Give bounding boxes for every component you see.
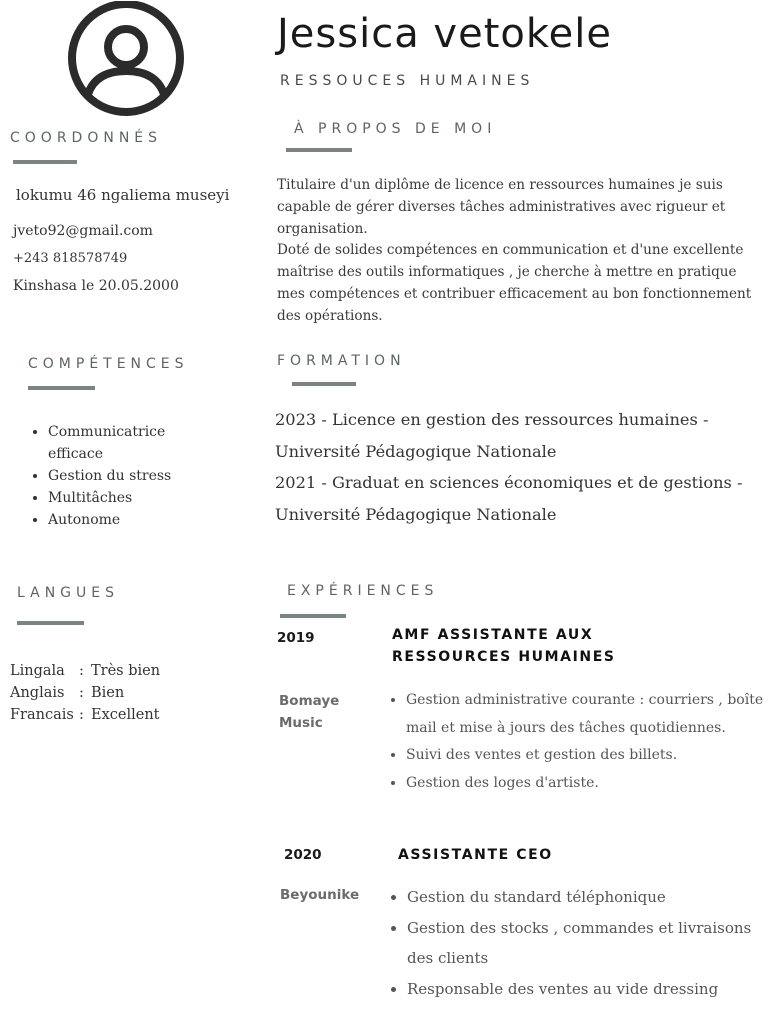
avatar bbox=[66, 1, 186, 117]
list-item: • Gestion des loges d'artiste. bbox=[406, 770, 766, 798]
list-item: • Gestion des stocks , commandes et livraisons des clients bbox=[407, 913, 768, 974]
list-item: • Communicatrice efficace bbox=[48, 421, 198, 465]
job-year: 2020 bbox=[284, 847, 322, 863]
experiences-divider bbox=[280, 614, 346, 618]
language-level: Très bien bbox=[91, 663, 161, 679]
language-name: Anglais bbox=[10, 685, 65, 701]
job-year: 2019 bbox=[277, 630, 315, 646]
langues-heading: LANGUES bbox=[17, 585, 119, 601]
list-item: • Gestion administrative courante : courriers , boîte mail et mise à jours des tâches quotidiennes. bbox=[406, 687, 766, 742]
list-item bbox=[10, 704, 160, 726]
formation-item: 2023 - Licence en gestion des ressources humaines - Université Pédagogique Nationale bbox=[275, 410, 709, 461]
list-item: • Gestion du standard téléphonique bbox=[407, 882, 768, 913]
about-text bbox=[277, 175, 765, 328]
language-name: Francais bbox=[10, 707, 74, 723]
list-item: • Gestion du stress bbox=[48, 465, 198, 487]
formation-list bbox=[275, 404, 759, 530]
formation-item: 2021 - Graduat en sciences économiques et de gestions - Université Pédagogique Nationale bbox=[275, 473, 743, 524]
job-title: AMF ASSISTANTE AUX RESSOURCES HUMAINES bbox=[392, 627, 616, 665]
formation-divider bbox=[292, 382, 356, 386]
contact-address: lokumu 46 ngaliema museyi bbox=[16, 186, 230, 204]
contact-birth: Kinshasa le 20.05.2000 bbox=[13, 278, 179, 294]
list-item: • Responsable des ventes au vide dressing bbox=[407, 974, 768, 1005]
contact-phone: +243 818578749 bbox=[13, 251, 128, 266]
candidate-name: Jessica vetokele bbox=[277, 11, 612, 57]
language-separator: : bbox=[79, 685, 84, 701]
language-name: Lingala bbox=[10, 663, 65, 679]
formation-heading: FORMATION bbox=[277, 353, 406, 369]
language-separator: : bbox=[79, 707, 84, 723]
list-item: • Suivi des ventes et gestion des billets. bbox=[406, 742, 766, 770]
language-separator: : bbox=[79, 663, 84, 679]
about-heading: À PROPOS DE MOI bbox=[294, 121, 497, 137]
coordonnees-divider bbox=[13, 160, 77, 164]
job-tasks bbox=[382, 882, 768, 1004]
coordonnees-heading: COORDONNÉS bbox=[10, 130, 163, 146]
about-divider bbox=[286, 148, 352, 152]
job-title: ASSISTANTE CEO bbox=[398, 847, 553, 863]
competences-divider bbox=[28, 386, 95, 390]
language-level: Excellent bbox=[91, 707, 160, 723]
job-subtitle: RESSOUCES HUMAINES bbox=[280, 73, 535, 89]
user-avatar-icon bbox=[66, 1, 186, 117]
skills-list bbox=[10, 421, 198, 531]
list-item: • Autonome bbox=[48, 509, 198, 531]
list-item bbox=[10, 660, 160, 682]
about-paragraph: Titulaire d'un diplôme de licence en ressources humaines je suis capable de gérer diverses tâches administratives avec rigueur et organisation. bbox=[277, 177, 726, 237]
langues-divider bbox=[17, 621, 84, 625]
competences-heading: COMPÉTENCES bbox=[28, 356, 189, 372]
about-paragraph: Doté de solides compétences en communication et d'une excellente maîtrise des outils informatiques , je cherche à mettre en pratique mes compétences et contribuer efficacement au bon fonctionnement des opérations. bbox=[277, 242, 752, 324]
languages-list bbox=[10, 660, 160, 726]
contact-email: jveto92@gmail.com bbox=[13, 223, 153, 239]
job-tasks bbox=[381, 687, 766, 797]
list-item: • Multitâches bbox=[48, 487, 198, 509]
language-level: Bien bbox=[91, 685, 125, 701]
job-company: Beyounike bbox=[280, 887, 360, 903]
experiences-heading: EXPÉRIENCES bbox=[287, 583, 439, 599]
list-item bbox=[10, 682, 160, 704]
job-company: Bomaye Music bbox=[279, 693, 340, 731]
